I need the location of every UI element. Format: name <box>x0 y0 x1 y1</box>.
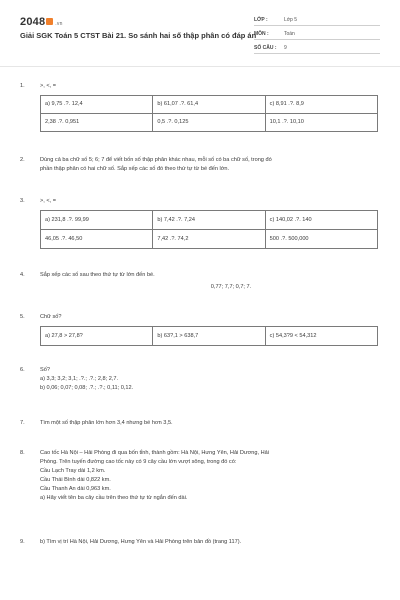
table-cell: a) 231,8 .?. 99,99 <box>41 211 153 230</box>
table-row <box>41 327 378 346</box>
logo-domain: .vn <box>55 21 63 27</box>
meta-value: Toán <box>284 31 295 37</box>
table-cell: 7,42 .?. 74,2 <box>153 230 265 249</box>
question-text: a) 3,3; 3,2; 3,1; .?.; .?.; 2,8; 2,7. <box>40 376 119 382</box>
question-prompt: >, <, = <box>40 83 57 89</box>
table-cell: a) 27,8 > 27,8? <box>41 327 153 346</box>
table-cell: c) 8,91 .?. 8,9 <box>265 96 377 114</box>
question-text: Phòng. Trên tuyến đường cao tốc này có 9 cây cầu lớn vượt sông, trong đó có: <box>40 459 237 465</box>
table-row <box>41 114 378 132</box>
site-logo[interactable] <box>20 16 63 28</box>
question-number: 9. <box>20 539 25 545</box>
table-row <box>41 230 378 249</box>
question-prompt: Chữ số? <box>40 314 62 320</box>
table-cell: c) 54,3?9 < 54,312 <box>265 327 377 346</box>
question-number: 5. <box>20 314 25 320</box>
meta-subject <box>254 28 380 40</box>
question-prompt: Tìm một số thập phân lớn hơn 3,4 nhưng bé hơn 3,5. <box>40 420 173 426</box>
question-prompt: Số? <box>40 367 50 373</box>
question-number: 2. <box>20 157 25 163</box>
document-header <box>0 0 400 66</box>
logo-text: 2048 <box>20 16 46 28</box>
question-text: Cầu Lạch Tray dài 1,2 km. <box>40 468 106 474</box>
header-divider <box>0 66 400 67</box>
question-text: Cao tốc Hà Nội – Hải Phòng đi qua bốn tỉnh, thành gồm: Hà Nội, Hưng Yên, Hải Dương, Hải <box>40 450 270 456</box>
table-cell: 10,1 .?. 10,10 <box>265 114 377 132</box>
answer-table <box>40 210 378 249</box>
question-number: 7. <box>20 420 25 426</box>
question-number: 3. <box>20 198 25 204</box>
question-number: 1. <box>20 83 25 89</box>
number-list: 0,77; 7,7; 0,7; 7. <box>210 284 252 290</box>
meta-value: 9 <box>284 45 287 51</box>
question-prompt: b) Tìm vị trí Hà Nội, Hải Dương, Hưng Yên và Hải Phòng trên bản đồ (trang 117). <box>40 539 242 545</box>
table-row <box>41 96 378 114</box>
question-text: b) 0,06; 0,07; 0,08; .?.; .?.; 0,11; 0,12. <box>40 385 134 391</box>
logo-square-icon <box>46 18 53 25</box>
meta-value: Lớp 5 <box>284 17 298 23</box>
answer-table <box>40 95 378 132</box>
document-title: Giải SGK Toán 5 CTST Bài 21. So sánh hai số thập phân có đáp án <box>20 31 257 40</box>
meta-key: SỐ CÂU : <box>254 45 277 51</box>
question-number: 8. <box>20 450 25 456</box>
question-text: Dùng cả ba chữ số 5; 6; 7 để viết bốn số thập phân khác nhau, mỗi số có ba chữ số, trong đó <box>40 157 272 163</box>
meta-key: LỚP : <box>254 17 268 23</box>
question-prompt: Sắp xếp các số sau theo thứ tự từ lớn đến bé. <box>40 272 155 278</box>
question-number: 6. <box>20 367 25 373</box>
question-text: Cầu Thái Bình dài 0,822 km. <box>40 477 111 483</box>
table-cell: 2,38 .?. 0,951 <box>41 114 153 132</box>
meta-question-count <box>254 42 380 54</box>
question-text: phần thập phân có hai chữ số. Sắp xếp các số đó theo thứ tự từ bé đến lớn. <box>40 166 230 172</box>
table-cell: 500 .?. 500,000 <box>265 230 377 249</box>
question-number: 4. <box>20 272 25 278</box>
table-cell: b) 63?,1 > 638,7 <box>153 327 265 346</box>
meta-key: MÔN : <box>254 31 269 37</box>
question-text: a) Hãy viết tên ba cây cầu trên theo thứ tự từ ngắn đến dài. <box>40 495 188 501</box>
question-prompt: >, <, = <box>40 198 57 204</box>
table-cell: b) 61,07 .?. 61,4 <box>153 96 265 114</box>
table-row <box>41 211 378 230</box>
table-cell: 0,5 .?. 0,125 <box>153 114 265 132</box>
meta-grade <box>254 14 380 26</box>
question-text: Cầu Thanh An dài 0,963 km. <box>40 486 111 492</box>
table-cell: 46,05 .?. 46,50 <box>41 230 153 249</box>
table-cell: b) 7,42 .?. 7,24 <box>153 211 265 230</box>
table-cell: c) 140,02 .?. 140 <box>265 211 377 230</box>
answer-table <box>40 326 378 346</box>
table-cell: a) 9,75 .?. 12,4 <box>41 96 153 114</box>
